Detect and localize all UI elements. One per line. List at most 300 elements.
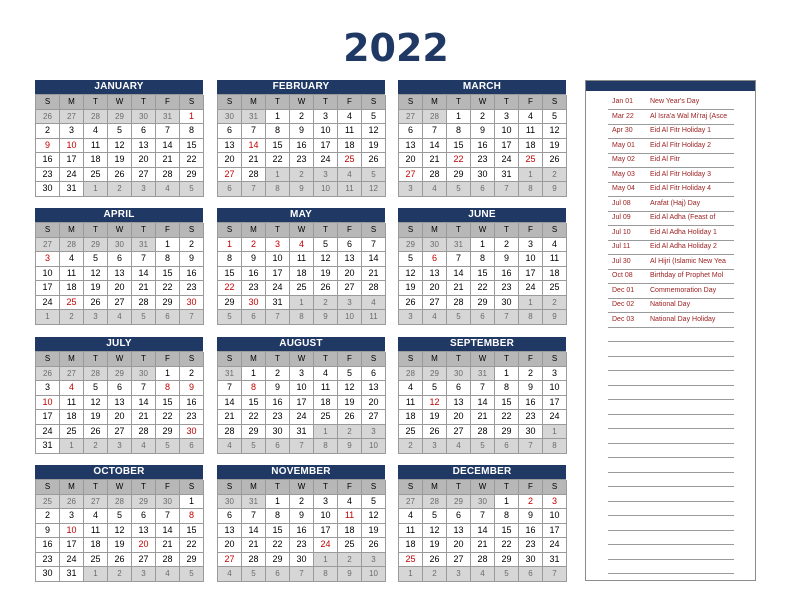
day-cell-other-month: 31 bbox=[132, 238, 156, 253]
day-cell: 22 bbox=[242, 410, 266, 425]
day-cell: 9 bbox=[471, 124, 495, 139]
weekday-header: F bbox=[338, 480, 362, 495]
day-cell-other-month: 29 bbox=[108, 367, 132, 382]
holiday-name: Commemoration Day bbox=[650, 286, 717, 294]
weekday-header: W bbox=[108, 480, 132, 495]
day-cell: 2 bbox=[242, 238, 266, 253]
day-cell: 22 bbox=[156, 281, 180, 296]
day-cell-other-month: 11 bbox=[362, 310, 386, 325]
day-cell: 20 bbox=[108, 281, 132, 296]
day-cell: 24 bbox=[495, 153, 519, 168]
weekday-header: S bbox=[218, 480, 242, 495]
holiday-name: National Day Holiday bbox=[650, 315, 716, 323]
day-cell: 28 bbox=[471, 553, 495, 568]
day-cell: 6 bbox=[108, 252, 132, 267]
day-cell: 15 bbox=[471, 267, 495, 282]
day-cell: 12 bbox=[362, 124, 386, 139]
year-title: 2022 bbox=[343, 26, 449, 70]
day-cell: 12 bbox=[84, 267, 108, 282]
day-cell-other-month: 3 bbox=[132, 567, 156, 582]
day-cell: 13 bbox=[399, 139, 423, 154]
blank-line bbox=[608, 443, 734, 458]
day-cell: 27 bbox=[399, 168, 423, 183]
day-cell-other-month: 2 bbox=[108, 567, 132, 582]
weekday-header: S bbox=[362, 95, 386, 110]
day-cell: 9 bbox=[180, 252, 204, 267]
month-april bbox=[35, 208, 203, 325]
day-cell: 31 bbox=[266, 296, 290, 311]
day-cell-other-month: 2 bbox=[338, 425, 362, 440]
day-cell-other-month: 29 bbox=[399, 238, 423, 253]
day-cell-other-month: 7 bbox=[290, 439, 314, 454]
day-cell: 17 bbox=[60, 538, 84, 553]
weekday-header: T bbox=[495, 95, 519, 110]
day-cell: 26 bbox=[399, 296, 423, 311]
day-cell: 13 bbox=[132, 139, 156, 154]
day-cell: 5 bbox=[399, 252, 423, 267]
day-cell: 23 bbox=[519, 410, 543, 425]
month-grid bbox=[217, 222, 385, 325]
day-cell: 22 bbox=[495, 538, 519, 553]
day-cell-other-month: 6 bbox=[180, 439, 204, 454]
day-cell: 26 bbox=[362, 153, 386, 168]
weekday-header: F bbox=[338, 352, 362, 367]
month-grid bbox=[217, 94, 385, 197]
day-cell: 6 bbox=[338, 238, 362, 253]
day-cell: 8 bbox=[266, 509, 290, 524]
weekday-header: W bbox=[471, 352, 495, 367]
day-cell: 12 bbox=[362, 509, 386, 524]
day-cell-other-month: 6 bbox=[519, 567, 543, 582]
day-cell: 14 bbox=[362, 252, 386, 267]
day-cell: 16 bbox=[36, 538, 60, 553]
day-cell: 29 bbox=[266, 553, 290, 568]
day-cell: 4 bbox=[338, 110, 362, 125]
month-name: SEPTEMBER bbox=[398, 337, 566, 351]
weekday-header: W bbox=[290, 223, 314, 238]
day-cell: 20 bbox=[399, 153, 423, 168]
weekday-header: M bbox=[423, 352, 447, 367]
day-cell-other-month: 29 bbox=[423, 367, 447, 382]
day-cell-other-month: 5 bbox=[180, 567, 204, 582]
day-cell: 21 bbox=[447, 281, 471, 296]
day-cell-other-month: 6 bbox=[266, 439, 290, 454]
day-cell: 30 bbox=[180, 425, 204, 440]
holiday-row bbox=[608, 269, 734, 284]
month-grid bbox=[398, 351, 566, 454]
day-cell: 29 bbox=[495, 553, 519, 568]
day-cell: 23 bbox=[519, 538, 543, 553]
day-cell-other-month: 1 bbox=[399, 567, 423, 582]
day-cell: 22 bbox=[180, 153, 204, 168]
weekday-header: M bbox=[60, 352, 84, 367]
weekday-header: S bbox=[362, 223, 386, 238]
month-name: JULY bbox=[35, 337, 203, 351]
day-cell: 1 bbox=[242, 367, 266, 382]
day-cell: 2 bbox=[495, 238, 519, 253]
weekday-header: T bbox=[314, 352, 338, 367]
weekday-header: F bbox=[519, 352, 543, 367]
day-cell-other-month: 8 bbox=[543, 439, 567, 454]
day-cell: 26 bbox=[108, 168, 132, 183]
day-cell: 7 bbox=[362, 238, 386, 253]
day-cell: 13 bbox=[423, 267, 447, 282]
holiday-name: Eid Al Adha Holiday 2 bbox=[650, 243, 717, 250]
day-cell: 26 bbox=[84, 425, 108, 440]
weekday-header: F bbox=[156, 223, 180, 238]
day-cell: 26 bbox=[423, 553, 447, 568]
day-cell-other-month: 5 bbox=[180, 182, 204, 197]
holiday-row bbox=[608, 182, 734, 197]
day-cell: 21 bbox=[132, 410, 156, 425]
weekday-header: T bbox=[266, 95, 290, 110]
day-cell: 6 bbox=[218, 509, 242, 524]
holiday-row bbox=[608, 284, 734, 299]
day-cell: 2 bbox=[290, 495, 314, 510]
holiday-date: Jan 01 bbox=[612, 98, 634, 105]
day-cell: 17 bbox=[519, 267, 543, 282]
holiday-date: Dec 02 bbox=[612, 301, 635, 308]
day-cell: 17 bbox=[495, 139, 519, 154]
day-cell: 28 bbox=[362, 281, 386, 296]
holiday-date: Jul 11 bbox=[612, 243, 631, 250]
day-cell: 19 bbox=[423, 410, 447, 425]
day-cell: 29 bbox=[495, 425, 519, 440]
day-cell: 23 bbox=[266, 410, 290, 425]
day-cell: 21 bbox=[423, 153, 447, 168]
day-cell: 17 bbox=[290, 396, 314, 411]
holiday-date: Jul 09 bbox=[612, 214, 631, 221]
day-cell: 10 bbox=[36, 396, 60, 411]
day-cell: 16 bbox=[495, 267, 519, 282]
day-cell: 17 bbox=[36, 410, 60, 425]
day-cell-other-month: 1 bbox=[84, 182, 108, 197]
day-cell: 16 bbox=[36, 153, 60, 168]
holiday-row bbox=[608, 298, 734, 313]
month-grid bbox=[35, 94, 203, 197]
day-cell: 20 bbox=[132, 153, 156, 168]
day-cell: 10 bbox=[314, 124, 338, 139]
day-cell: 2 bbox=[519, 495, 543, 510]
day-cell-other-month: 6 bbox=[218, 182, 242, 197]
day-cell-other-month: 30 bbox=[218, 110, 242, 125]
month-grid bbox=[398, 479, 566, 582]
day-cell: 24 bbox=[314, 153, 338, 168]
day-cell-other-month: 25 bbox=[36, 495, 60, 510]
holiday-name: Eid Al Fitr Holiday 2 bbox=[650, 141, 712, 149]
day-cell: 5 bbox=[108, 509, 132, 524]
day-cell: 11 bbox=[60, 396, 84, 411]
month-grid bbox=[35, 222, 203, 325]
day-cell-other-month: 7 bbox=[495, 310, 519, 325]
day-cell: 5 bbox=[543, 110, 567, 125]
weekday-header: S bbox=[399, 223, 423, 238]
day-cell-other-month: 31 bbox=[218, 367, 242, 382]
weekday-header: W bbox=[290, 352, 314, 367]
day-cell-other-month: 6 bbox=[471, 310, 495, 325]
day-cell: 25 bbox=[60, 425, 84, 440]
day-cell: 1 bbox=[447, 110, 471, 125]
weekday-header: S bbox=[36, 223, 60, 238]
day-cell-other-month: 2 bbox=[543, 168, 567, 183]
day-cell: 13 bbox=[108, 267, 132, 282]
day-cell: 22 bbox=[218, 281, 242, 296]
day-cell: 24 bbox=[290, 410, 314, 425]
day-cell: 27 bbox=[132, 168, 156, 183]
day-cell: 30 bbox=[36, 182, 60, 197]
weekday-header: T bbox=[314, 223, 338, 238]
day-cell: 2 bbox=[36, 509, 60, 524]
day-cell: 28 bbox=[156, 168, 180, 183]
day-cell: 11 bbox=[60, 267, 84, 282]
day-cell-other-month: 3 bbox=[447, 567, 471, 582]
holiday-date: Apr 30 bbox=[612, 127, 633, 134]
day-cell: 6 bbox=[132, 124, 156, 139]
day-cell: 26 bbox=[314, 281, 338, 296]
day-cell: 10 bbox=[495, 124, 519, 139]
day-cell-other-month: 10 bbox=[362, 567, 386, 582]
month-june bbox=[398, 208, 566, 325]
day-cell-other-month: 1 bbox=[266, 168, 290, 183]
day-cell-other-month: 8 bbox=[266, 182, 290, 197]
weekday-header: F bbox=[519, 223, 543, 238]
day-cell: 30 bbox=[519, 425, 543, 440]
blank-line bbox=[608, 400, 734, 415]
day-cell: 25 bbox=[543, 281, 567, 296]
day-cell: 23 bbox=[36, 553, 60, 568]
day-cell: 1 bbox=[495, 495, 519, 510]
day-cell-other-month: 28 bbox=[423, 495, 447, 510]
day-cell-other-month: 8 bbox=[519, 182, 543, 197]
blank-line bbox=[608, 414, 734, 429]
day-cell-other-month: 6 bbox=[495, 439, 519, 454]
day-cell-other-month: 4 bbox=[218, 439, 242, 454]
day-cell: 25 bbox=[519, 153, 543, 168]
day-cell: 16 bbox=[290, 139, 314, 154]
day-cell: 15 bbox=[242, 396, 266, 411]
day-cell: 12 bbox=[423, 524, 447, 539]
day-cell: 19 bbox=[362, 139, 386, 154]
day-cell: 19 bbox=[84, 410, 108, 425]
day-cell: 7 bbox=[156, 509, 180, 524]
day-cell: 2 bbox=[290, 110, 314, 125]
day-cell: 15 bbox=[266, 524, 290, 539]
holiday-row bbox=[608, 124, 734, 139]
day-cell: 15 bbox=[156, 396, 180, 411]
day-cell: 15 bbox=[180, 524, 204, 539]
day-cell: 8 bbox=[447, 124, 471, 139]
day-cell: 4 bbox=[314, 367, 338, 382]
day-cell-other-month: 3 bbox=[362, 425, 386, 440]
weekday-header: S bbox=[543, 352, 567, 367]
day-cell: 19 bbox=[314, 267, 338, 282]
day-cell-other-month: 31 bbox=[471, 367, 495, 382]
day-cell: 18 bbox=[543, 267, 567, 282]
day-cell-other-month: 6 bbox=[156, 310, 180, 325]
month-grid bbox=[398, 222, 566, 325]
weekday-header: T bbox=[495, 352, 519, 367]
month-october bbox=[35, 465, 203, 582]
day-cell-other-month: 4 bbox=[108, 310, 132, 325]
day-cell-other-month: 2 bbox=[108, 182, 132, 197]
day-cell: 3 bbox=[60, 124, 84, 139]
day-cell-other-month: 4 bbox=[362, 296, 386, 311]
day-cell: 11 bbox=[519, 124, 543, 139]
weekday-header: W bbox=[471, 223, 495, 238]
day-cell-other-month: 9 bbox=[338, 439, 362, 454]
weekday-header: F bbox=[338, 95, 362, 110]
weekday-header: W bbox=[108, 95, 132, 110]
day-cell: 31 bbox=[495, 168, 519, 183]
day-cell: 14 bbox=[471, 524, 495, 539]
weekday-header: T bbox=[314, 480, 338, 495]
day-cell: 20 bbox=[447, 538, 471, 553]
weekday-header: T bbox=[84, 480, 108, 495]
weekday-header: T bbox=[84, 95, 108, 110]
day-cell: 12 bbox=[84, 396, 108, 411]
weekday-header: M bbox=[423, 223, 447, 238]
day-cell: 16 bbox=[519, 524, 543, 539]
day-cell: 22 bbox=[156, 410, 180, 425]
day-cell-other-month: 7 bbox=[519, 439, 543, 454]
day-cell: 7 bbox=[132, 252, 156, 267]
day-cell: 24 bbox=[543, 410, 567, 425]
holiday-date: Oct 08 bbox=[612, 272, 633, 279]
weekday-header: T bbox=[447, 95, 471, 110]
day-cell: 5 bbox=[314, 238, 338, 253]
day-cell: 21 bbox=[471, 410, 495, 425]
day-cell-other-month: 30 bbox=[471, 495, 495, 510]
day-cell-other-month: 3 bbox=[132, 182, 156, 197]
day-cell: 15 bbox=[495, 524, 519, 539]
day-cell: 17 bbox=[543, 396, 567, 411]
weekday-header: M bbox=[60, 95, 84, 110]
month-november bbox=[217, 465, 385, 582]
day-cell: 7 bbox=[471, 381, 495, 396]
day-cell: 29 bbox=[156, 425, 180, 440]
day-cell: 8 bbox=[495, 381, 519, 396]
day-cell: 20 bbox=[338, 267, 362, 282]
day-cell-other-month: 31 bbox=[447, 238, 471, 253]
day-cell-other-month: 4 bbox=[156, 567, 180, 582]
day-cell-other-month: 5 bbox=[156, 439, 180, 454]
day-cell-other-month: 7 bbox=[242, 182, 266, 197]
day-cell-other-month: 11 bbox=[338, 182, 362, 197]
day-cell: 20 bbox=[362, 396, 386, 411]
day-cell: 11 bbox=[338, 124, 362, 139]
day-cell: 23 bbox=[290, 538, 314, 553]
day-cell: 14 bbox=[447, 267, 471, 282]
day-cell-other-month: 30 bbox=[423, 238, 447, 253]
weekday-header: M bbox=[60, 480, 84, 495]
day-cell: 4 bbox=[399, 509, 423, 524]
day-cell: 15 bbox=[180, 139, 204, 154]
weekday-header: M bbox=[423, 480, 447, 495]
day-cell: 18 bbox=[519, 139, 543, 154]
day-cell: 16 bbox=[290, 524, 314, 539]
day-cell: 1 bbox=[180, 495, 204, 510]
day-cell-other-month: 28 bbox=[423, 110, 447, 125]
day-cell: 25 bbox=[60, 296, 84, 311]
day-cell: 9 bbox=[36, 139, 60, 154]
weekday-header: T bbox=[132, 352, 156, 367]
month-january bbox=[35, 80, 203, 197]
day-cell: 1 bbox=[266, 110, 290, 125]
holiday-name: Birthday of Prophet Mol bbox=[650, 272, 724, 279]
day-cell: 28 bbox=[423, 168, 447, 183]
day-cell-other-month: 30 bbox=[218, 495, 242, 510]
month-may bbox=[217, 208, 385, 325]
day-cell: 10 bbox=[519, 252, 543, 267]
day-cell: 4 bbox=[60, 381, 84, 396]
day-cell: 22 bbox=[471, 281, 495, 296]
day-cell: 2 bbox=[180, 238, 204, 253]
day-cell: 20 bbox=[108, 410, 132, 425]
day-cell: 30 bbox=[242, 296, 266, 311]
blank-line bbox=[608, 371, 734, 386]
day-cell: 28 bbox=[156, 553, 180, 568]
day-cell-other-month: 3 bbox=[314, 168, 338, 183]
weekday-header: T bbox=[495, 223, 519, 238]
day-cell: 2 bbox=[471, 110, 495, 125]
weekday-header: S bbox=[362, 352, 386, 367]
day-cell-other-month: 2 bbox=[423, 567, 447, 582]
weekday-header: T bbox=[495, 480, 519, 495]
day-cell-other-month: 26 bbox=[36, 367, 60, 382]
day-cell: 8 bbox=[471, 252, 495, 267]
weekday-header: S bbox=[180, 352, 204, 367]
month-name: JANUARY bbox=[35, 80, 203, 94]
weekday-header: S bbox=[543, 95, 567, 110]
month-august bbox=[217, 337, 385, 454]
day-cell: 9 bbox=[36, 524, 60, 539]
day-cell: 16 bbox=[471, 139, 495, 154]
day-cell-other-month: 12 bbox=[362, 182, 386, 197]
day-cell: 29 bbox=[218, 296, 242, 311]
day-cell: 14 bbox=[242, 524, 266, 539]
day-cell: 8 bbox=[180, 124, 204, 139]
day-cell: 16 bbox=[180, 267, 204, 282]
weekday-header: F bbox=[156, 352, 180, 367]
day-cell: 20 bbox=[447, 410, 471, 425]
day-cell: 9 bbox=[180, 381, 204, 396]
day-cell: 7 bbox=[471, 509, 495, 524]
day-cell: 1 bbox=[156, 238, 180, 253]
weekday-header: T bbox=[132, 480, 156, 495]
day-cell: 28 bbox=[218, 425, 242, 440]
holiday-name: Arafat (Haj) Day bbox=[650, 199, 701, 207]
day-cell: 9 bbox=[242, 252, 266, 267]
day-cell: 12 bbox=[108, 524, 132, 539]
weekday-header: F bbox=[338, 223, 362, 238]
day-cell-other-month: 3 bbox=[399, 310, 423, 325]
month-name: DECEMBER bbox=[398, 465, 566, 479]
day-cell: 13 bbox=[447, 524, 471, 539]
day-cell: 5 bbox=[362, 110, 386, 125]
day-cell: 18 bbox=[338, 524, 362, 539]
weekday-header: T bbox=[132, 223, 156, 238]
day-cell: 20 bbox=[218, 153, 242, 168]
day-cell: 28 bbox=[132, 425, 156, 440]
day-cell: 3 bbox=[290, 367, 314, 382]
day-cell: 4 bbox=[519, 110, 543, 125]
day-cell: 25 bbox=[290, 281, 314, 296]
day-cell: 17 bbox=[314, 139, 338, 154]
day-cell: 29 bbox=[156, 296, 180, 311]
day-cell-other-month: 6 bbox=[471, 182, 495, 197]
day-cell-other-month: 2 bbox=[338, 553, 362, 568]
day-cell-other-month: 4 bbox=[156, 182, 180, 197]
